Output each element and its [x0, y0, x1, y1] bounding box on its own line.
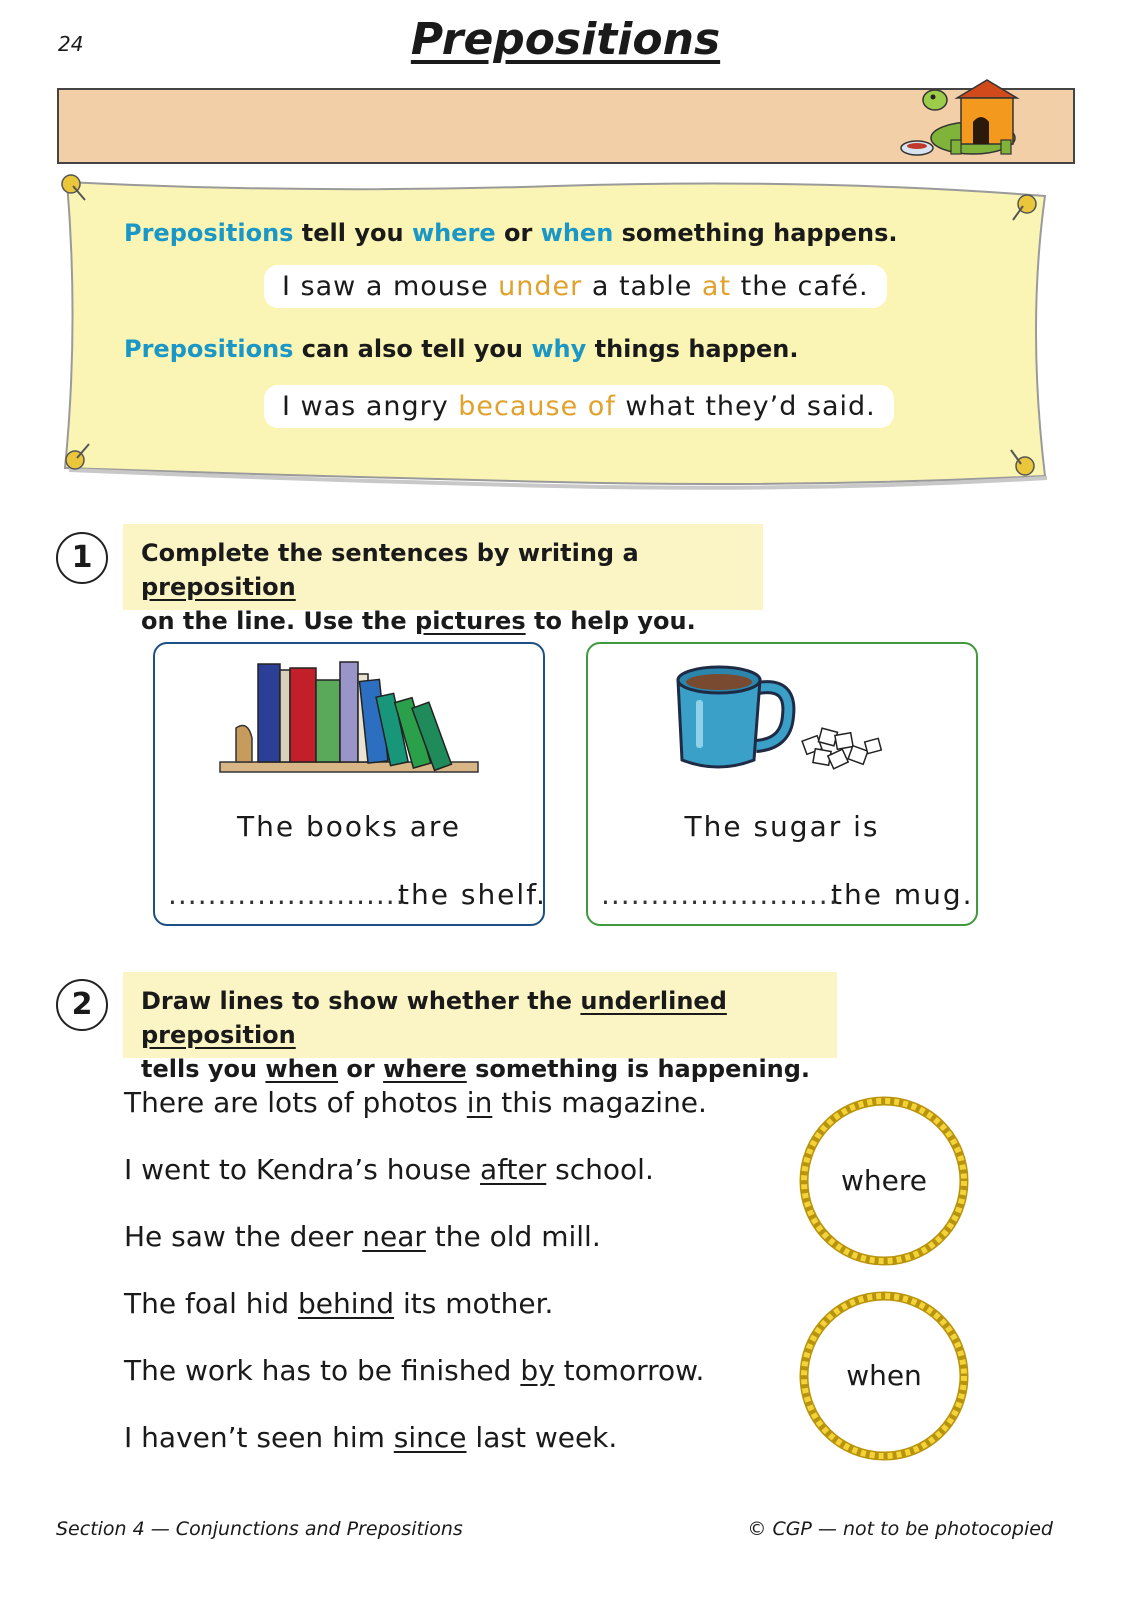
books-sentence-end: the shelf. [398, 878, 547, 911]
sugar-cubes-icon [802, 728, 881, 769]
example-sentence-1: I saw a mouse under a table at the café. [264, 265, 887, 308]
sentence-6[interactable]: I haven’t seen him since last week. [124, 1421, 618, 1454]
sentence-3[interactable]: He saw the deer near the old mill. [124, 1220, 601, 1253]
question-2-number: 2 [56, 979, 108, 1031]
where-label: where [841, 1164, 927, 1197]
books-sentence-start: The books are [237, 810, 461, 843]
page-title: Prepositions [410, 14, 721, 65]
sugar-sentence-end: the mug. [831, 878, 974, 911]
sentence-1[interactable]: There are lots of photos in this magazine. [124, 1086, 707, 1119]
sentence-4[interactable]: The foal hid behind its mother. [124, 1287, 554, 1320]
books-answer-line[interactable]: ........................ [168, 878, 406, 911]
sugar-answer-line[interactable]: ........................ [601, 878, 839, 911]
page-number: 24 [58, 32, 84, 56]
tortoise-kennel-illustration [895, 78, 1035, 164]
question-2-instructions: Draw lines to show whether the underlined preposition tells you when or where something is happening. [123, 972, 837, 1058]
footer-section: Section 4 — Conjunctions and Prepositions [56, 1518, 463, 1540]
footer-copyright: © CGP — not to be photocopied [747, 1518, 1053, 1540]
example-sentence-2: I was angry because of what they’d said. [264, 385, 894, 428]
info-line-1: Prepositions tell you where or when something happens. [124, 219, 898, 247]
sentence-5[interactable]: The work has to be finished by tomorrow. [124, 1354, 705, 1387]
sentence-2[interactable]: I went to Kendra’s house after school. [124, 1153, 654, 1186]
info-line-2: Prepositions can also tell you why things happen. [124, 335, 799, 363]
sugar-sentence-start: The sugar is [684, 810, 880, 843]
question-1-instructions: Complete the sentences by writing a preposition on the line. Use the pictures to help you. [123, 524, 763, 610]
question-1-number: 1 [56, 532, 108, 584]
mug-sugar-illustration [670, 660, 890, 776]
bookshelf-illustration [218, 658, 480, 776]
when-label: when [846, 1359, 922, 1392]
